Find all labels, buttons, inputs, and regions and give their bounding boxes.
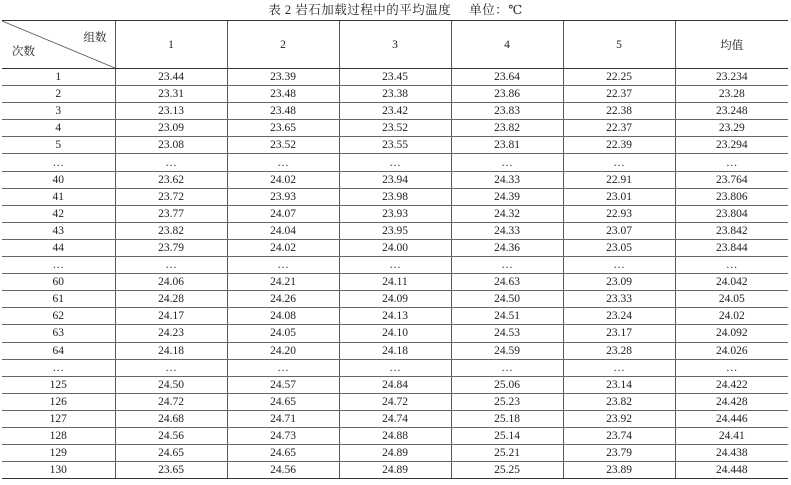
- row-index-cell: 62: [2, 308, 115, 325]
- value-cell: 22.37: [563, 120, 675, 137]
- value-cell: 23.82: [563, 393, 675, 410]
- mean-cell: 24.05: [675, 291, 788, 308]
- value-cell: 23.77: [115, 205, 227, 222]
- temperature-table: [2, 20, 788, 479]
- table-row: [2, 171, 788, 188]
- value-cell: …: [227, 359, 339, 376]
- value-cell: 24.06: [115, 274, 227, 291]
- value-cell: 24.36: [451, 239, 563, 256]
- value-cell: 23.05: [563, 239, 675, 256]
- value-cell: 23.55: [339, 137, 451, 154]
- mean-cell: 24.422: [675, 376, 788, 393]
- column-header: 1: [115, 21, 227, 69]
- mean-cell: …: [675, 154, 788, 171]
- value-cell: 24.32: [451, 205, 563, 222]
- value-cell: …: [451, 359, 563, 376]
- value-cell: …: [339, 359, 451, 376]
- row-index-cell: 41: [2, 188, 115, 205]
- table-row: [2, 359, 788, 376]
- value-cell: 23.79: [115, 239, 227, 256]
- value-cell: 23.09: [563, 274, 675, 291]
- value-cell: 24.07: [227, 205, 339, 222]
- value-cell: 23.17: [563, 325, 675, 342]
- table-row: [2, 120, 788, 137]
- row-index-cell: 3: [2, 103, 115, 120]
- value-cell: 24.23: [115, 325, 227, 342]
- value-cell: 23.94: [339, 171, 451, 188]
- value-cell: 23.86: [451, 86, 563, 103]
- table-row: [2, 205, 788, 222]
- row-index-cell: 42: [2, 205, 115, 222]
- value-cell: 24.50: [115, 376, 227, 393]
- value-cell: 23.42: [339, 103, 451, 120]
- value-cell: 24.56: [227, 462, 339, 479]
- value-cell: 24.33: [451, 171, 563, 188]
- mean-cell: 23.806: [675, 188, 788, 205]
- value-cell: …: [115, 154, 227, 171]
- column-header: 3: [339, 21, 451, 69]
- value-cell: 22.37: [563, 86, 675, 103]
- value-cell: 24.65: [115, 445, 227, 462]
- value-cell: 23.45: [339, 69, 451, 86]
- mean-cell: 23.29: [675, 120, 788, 137]
- value-cell: 23.92: [563, 410, 675, 427]
- table-row: [2, 291, 788, 308]
- value-cell: 24.28: [115, 291, 227, 308]
- value-cell: 23.65: [227, 120, 339, 137]
- row-index-cell: …: [2, 154, 115, 171]
- table-row: [2, 154, 788, 171]
- value-cell: 25.23: [451, 393, 563, 410]
- table-row: [2, 445, 788, 462]
- value-cell: 24.05: [227, 325, 339, 342]
- table-row: [2, 376, 788, 393]
- table-row: [2, 325, 788, 342]
- value-cell: 23.64: [451, 69, 563, 86]
- value-cell: 24.17: [115, 308, 227, 325]
- value-cell: 24.56: [115, 427, 227, 444]
- value-cell: 23.74: [563, 427, 675, 444]
- value-cell: 24.02: [227, 239, 339, 256]
- row-index-cell: 61: [2, 291, 115, 308]
- value-cell: 22.91: [563, 171, 675, 188]
- column-header-mean: 均值: [675, 21, 788, 69]
- value-cell: 24.02: [227, 171, 339, 188]
- value-cell: …: [563, 359, 675, 376]
- value-cell: 24.84: [339, 376, 451, 393]
- value-cell: 24.72: [339, 393, 451, 410]
- value-cell: 24.04: [227, 222, 339, 239]
- value-cell: 24.26: [227, 291, 339, 308]
- value-cell: 23.93: [339, 205, 451, 222]
- table-row: [2, 393, 788, 410]
- corner-header-cell: [2, 21, 115, 69]
- table-row: [2, 86, 788, 103]
- value-cell: 23.62: [115, 171, 227, 188]
- value-cell: 23.24: [563, 308, 675, 325]
- mean-cell: 23.842: [675, 222, 788, 239]
- row-index-cell: …: [2, 359, 115, 376]
- table-row: [2, 342, 788, 359]
- table-row: [2, 308, 788, 325]
- value-cell: 23.65: [115, 462, 227, 479]
- value-cell: 24.08: [227, 308, 339, 325]
- value-cell: …: [339, 257, 451, 274]
- value-cell: 23.83: [451, 103, 563, 120]
- row-index-cell: 60: [2, 274, 115, 291]
- value-cell: 23.72: [115, 188, 227, 205]
- value-cell: …: [339, 154, 451, 171]
- table-row: [2, 239, 788, 256]
- mean-cell: 24.438: [675, 445, 788, 462]
- mean-cell: 24.448: [675, 462, 788, 479]
- mean-cell: 23.28: [675, 86, 788, 103]
- value-cell: 23.48: [227, 86, 339, 103]
- mean-cell: 23.844: [675, 239, 788, 256]
- mean-cell: 24.02: [675, 308, 788, 325]
- mean-cell: 23.764: [675, 171, 788, 188]
- value-cell: 24.51: [451, 308, 563, 325]
- value-cell: 24.10: [339, 325, 451, 342]
- table-caption: [0, 0, 791, 20]
- value-cell: …: [115, 359, 227, 376]
- value-cell: 24.63: [451, 274, 563, 291]
- value-cell: 22.25: [563, 69, 675, 86]
- table-row: [2, 257, 788, 274]
- value-cell: 24.50: [451, 291, 563, 308]
- row-index-cell: 127: [2, 410, 115, 427]
- value-cell: 24.89: [339, 462, 451, 479]
- row-index-cell: 126: [2, 393, 115, 410]
- value-cell: 24.68: [115, 410, 227, 427]
- value-cell: 23.81: [451, 137, 563, 154]
- table-row: [2, 188, 788, 205]
- value-cell: 24.89: [339, 445, 451, 462]
- mean-cell: …: [675, 257, 788, 274]
- header-row: [2, 21, 788, 69]
- table-row: [2, 137, 788, 154]
- value-cell: 23.98: [339, 188, 451, 205]
- table-row: [2, 69, 788, 86]
- table-unit: 单位：℃: [469, 3, 523, 17]
- value-cell: 22.93: [563, 205, 675, 222]
- value-cell: 24.00: [339, 239, 451, 256]
- value-cell: 24.09: [339, 291, 451, 308]
- table-row: [2, 410, 788, 427]
- mean-cell: 24.41: [675, 427, 788, 444]
- value-cell: 24.65: [227, 445, 339, 462]
- mean-cell: 24.446: [675, 410, 788, 427]
- value-cell: 23.82: [115, 222, 227, 239]
- value-cell: 25.21: [451, 445, 563, 462]
- value-cell: …: [227, 257, 339, 274]
- row-index-cell: …: [2, 257, 115, 274]
- value-cell: 24.59: [451, 342, 563, 359]
- row-index-cell: 43: [2, 222, 115, 239]
- value-cell: 23.82: [451, 120, 563, 137]
- value-cell: 25.06: [451, 376, 563, 393]
- value-cell: 23.52: [339, 120, 451, 137]
- value-cell: 23.01: [563, 188, 675, 205]
- value-cell: 24.73: [227, 427, 339, 444]
- value-cell: 23.28: [563, 342, 675, 359]
- mean-cell: 23.248: [675, 103, 788, 120]
- group-axis-label: 组数: [83, 32, 107, 44]
- value-cell: 23.95: [339, 222, 451, 239]
- value-cell: 22.38: [563, 103, 675, 120]
- row-index-cell: 130: [2, 462, 115, 479]
- value-cell: 24.71: [227, 410, 339, 427]
- value-cell: 23.52: [227, 137, 339, 154]
- value-cell: 23.79: [563, 445, 675, 462]
- row-index-cell: 1: [2, 69, 115, 86]
- column-header: 2: [227, 21, 339, 69]
- row-index-cell: 129: [2, 445, 115, 462]
- table-row: [2, 462, 788, 479]
- value-cell: …: [451, 154, 563, 171]
- row-index-cell: 44: [2, 239, 115, 256]
- row-index-cell: 128: [2, 427, 115, 444]
- value-cell: 23.39: [227, 69, 339, 86]
- mean-cell: 23.804: [675, 205, 788, 222]
- table-row: [2, 274, 788, 291]
- value-cell: 24.72: [115, 393, 227, 410]
- value-cell: 23.89: [563, 462, 675, 479]
- value-cell: 25.14: [451, 427, 563, 444]
- table-title: 表 2 岩石加载过程中的平均温度: [268, 3, 452, 17]
- value-cell: …: [115, 257, 227, 274]
- mean-cell: 24.026: [675, 342, 788, 359]
- value-cell: 23.44: [115, 69, 227, 86]
- value-cell: …: [563, 257, 675, 274]
- row-index-cell: 4: [2, 120, 115, 137]
- value-cell: 24.53: [451, 325, 563, 342]
- value-cell: 23.93: [227, 188, 339, 205]
- value-cell: 24.65: [227, 393, 339, 410]
- table-row: [2, 222, 788, 239]
- value-cell: …: [451, 257, 563, 274]
- value-cell: 24.57: [227, 376, 339, 393]
- row-index-cell: 2: [2, 86, 115, 103]
- value-cell: 23.09: [115, 120, 227, 137]
- value-cell: 25.25: [451, 462, 563, 479]
- table-row: [2, 103, 788, 120]
- value-cell: 23.13: [115, 103, 227, 120]
- value-cell: 22.39: [563, 137, 675, 154]
- value-cell: 23.31: [115, 86, 227, 103]
- value-cell: 24.20: [227, 342, 339, 359]
- value-cell: …: [227, 154, 339, 171]
- count-axis-label: 次数: [12, 46, 35, 58]
- row-index-cell: 40: [2, 171, 115, 188]
- value-cell: 25.18: [451, 410, 563, 427]
- value-cell: 24.11: [339, 274, 451, 291]
- value-cell: 23.14: [563, 376, 675, 393]
- value-cell: 24.13: [339, 308, 451, 325]
- value-cell: 24.88: [339, 427, 451, 444]
- column-header: 5: [563, 21, 675, 69]
- value-cell: …: [563, 154, 675, 171]
- table-body: [2, 69, 788, 479]
- value-cell: 24.18: [115, 342, 227, 359]
- value-cell: 23.33: [563, 291, 675, 308]
- value-cell: 24.39: [451, 188, 563, 205]
- mean-cell: 24.092: [675, 325, 788, 342]
- row-index-cell: 5: [2, 137, 115, 154]
- row-index-cell: 125: [2, 376, 115, 393]
- value-cell: 23.07: [563, 222, 675, 239]
- value-cell: 24.18: [339, 342, 451, 359]
- value-cell: 24.21: [227, 274, 339, 291]
- column-header: 4: [451, 21, 563, 69]
- table-row: [2, 427, 788, 444]
- mean-cell: 23.234: [675, 69, 788, 86]
- value-cell: 24.33: [451, 222, 563, 239]
- value-cell: 24.74: [339, 410, 451, 427]
- value-cell: 23.48: [227, 103, 339, 120]
- value-cell: 23.08: [115, 137, 227, 154]
- value-cell: 23.38: [339, 86, 451, 103]
- mean-cell: 24.428: [675, 393, 788, 410]
- row-index-cell: 64: [2, 342, 115, 359]
- mean-cell: 24.042: [675, 274, 788, 291]
- mean-cell: 23.294: [675, 137, 788, 154]
- mean-cell: …: [675, 359, 788, 376]
- row-index-cell: 63: [2, 325, 115, 342]
